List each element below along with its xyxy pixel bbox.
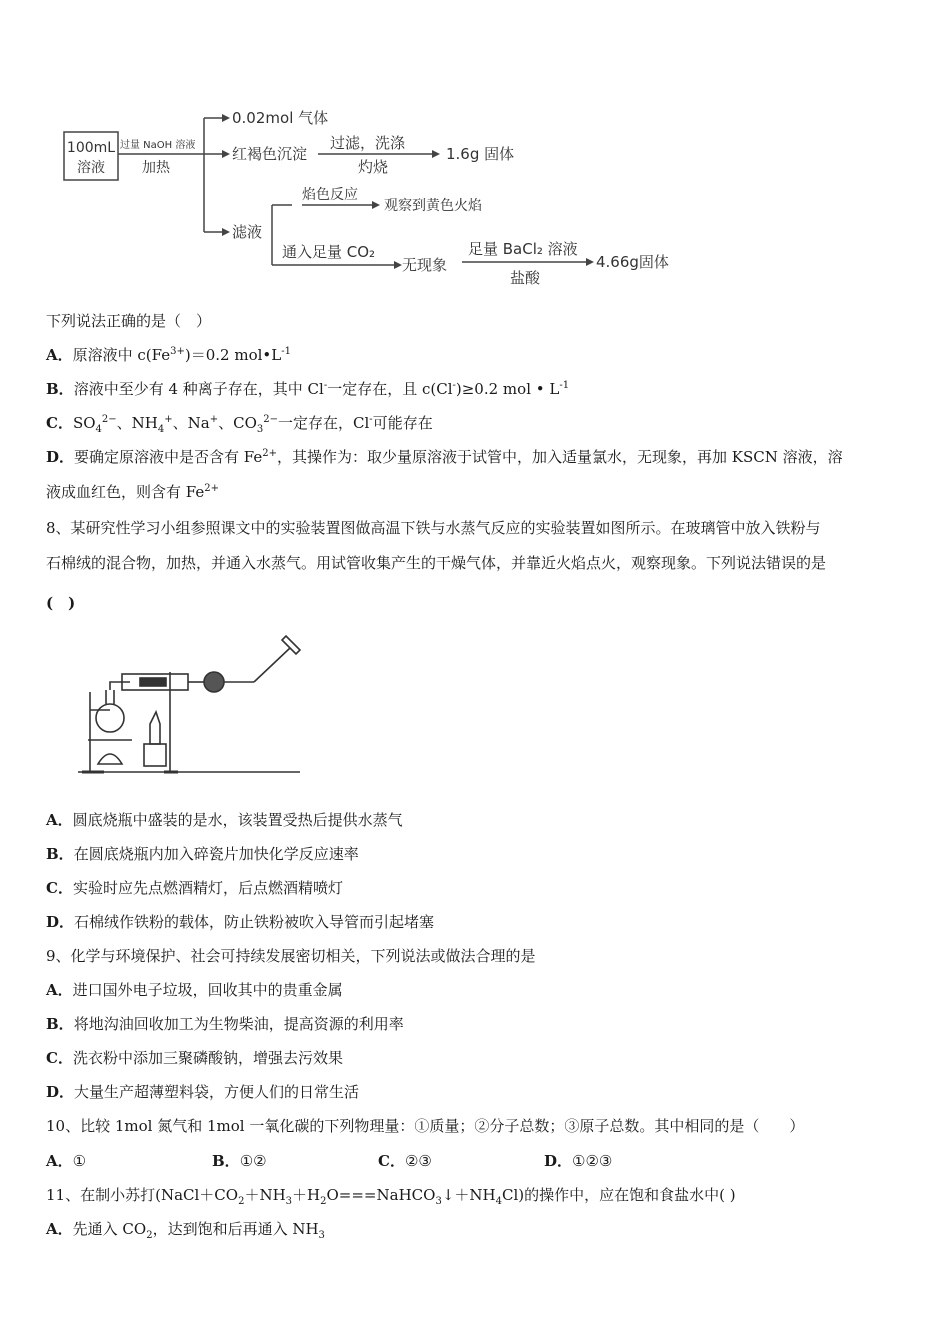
q8-stem-l2: 石棉绒的混合物，加热，并通入水蒸气。用试管收集产生的干燥气体，并靠近火焰点火，观察现象。下列说法错误的是 <box>46 554 827 572</box>
q8-option-a: A．圆底烧瓶中盛装的是水，该装置受热后提供水蒸气 <box>46 811 403 829</box>
co2-result: 无现象 <box>402 256 448 274</box>
q11-stem: 11、在制小苏打$(NaCl+CO_2+NH_3+H_2O===NaHCO_3↓+NH_4Cl)$的操作中，应在饱和食盐水中( ) <box>46 1186 736 1207</box>
iron-steam-apparatus-figure <box>60 632 320 780</box>
q10-option-b: B．①② <box>212 1152 267 1170</box>
bacl2-bottom: 盐酸 <box>510 269 541 287</box>
q10-options <box>46 1151 612 1171</box>
q7-option-a: A．原溶液中 $c(Fe^{3+})=0.2$ $mol•L^{-1}$ <box>46 346 291 364</box>
precipitate-output: 红褐色沉淀 <box>232 145 308 163</box>
start-box-line2: 溶液 <box>77 160 105 176</box>
flame-test: 焰色反应 <box>302 187 358 203</box>
solid-1: 1.6g 固体 <box>446 145 515 163</box>
q9-stem: 9、化学与环境保护、社会可持续发展密切相关，下列说法或做法合理的是 <box>46 947 536 965</box>
flame-result: 观察到黄色火焰 <box>384 198 482 214</box>
q8-option-d: D．石棉绒作铁粉的载体，防止铁粉被吹入导管而引起堵塞 <box>46 913 435 931</box>
co2-step: 通入足量 CO₂ <box>282 243 376 261</box>
gas-output: 0.02mol 气体 <box>232 109 329 127</box>
bacl2-top: 足量 BaCl₂ 溶液 <box>468 240 578 258</box>
q8-stem-l3: ( ) <box>46 594 76 612</box>
q8-option-c: C．实验时应先点燃酒精灯，后点燃酒精喷灯 <box>46 879 343 897</box>
q7-option-d: D．要确定原溶液中是否含有 $Fe^{2+}$，其操作为：取少量原溶液于试管中，加入适量氯水，无现象，再加 KSCN 溶液，溶 <box>46 448 843 466</box>
reagent-bottom: 加热 <box>142 160 170 176</box>
q11-option-a: A．先通入 $CO_2$，达到饱和后再通入 $NH_3$ <box>46 1220 325 1241</box>
q7-option-c: C．$SO_4^{2-}$、$NH_4^+$、Na+、$CO_3^{2-}$一定存在，Cl-可能存在 <box>46 414 433 435</box>
flowchart-diagram <box>0 0 950 300</box>
q10-option-c: C．②③ <box>378 1152 432 1170</box>
filter-bottom: 灼烧 <box>358 158 389 176</box>
q7-stem: 下列说法正确的是（ ） <box>46 312 212 330</box>
q8-stem-l1: 8、某研究性学习小组参照课文中的实验装置图做高温下铁与水蒸气反应的实验装置如图所示。在玻璃管中放入铁粉与 <box>46 519 821 537</box>
q7-option-b: B．溶液中至少有 4 种离子存在，其中 Cl-一定存在，且 c(Cl-)≥0.2 mol • $L^{-1}$ <box>46 380 570 398</box>
filter-top: 过滤，洗涤 <box>330 134 406 152</box>
solid-2: 4.66g固体 <box>596 253 669 271</box>
q10-stem: 10、比较 1mol 氮气和 1mol 一氧化碳的下列物理量：①质量；②分子总数；③原子总数。其中相同的是（ ） <box>46 1117 805 1135</box>
filtrate: 滤液 <box>232 223 263 241</box>
q9-option-b: B．将地沟油回收加工为生物柴油，提高资源的利用率 <box>46 1015 404 1033</box>
q10-option-a: A．① <box>46 1152 87 1170</box>
q9-option-d: D．大量生产超薄塑料袋，方便人们的日常生活 <box>46 1083 360 1101</box>
start-box-line1: 100mL <box>66 140 116 156</box>
q10-option-d: D．①②③ <box>544 1152 613 1170</box>
reagent-top: 过量 NaOH 溶液 <box>120 140 196 151</box>
q7-option-d-cont: 液成血红色，则含有 $Fe^{2+}$ <box>46 483 219 501</box>
q8-option-b: B．在圆底烧瓶内加入碎瓷片加快化学反应速率 <box>46 845 359 863</box>
q9-option-a: A．进口国外电子垃圾，回收其中的贵重金属 <box>46 981 343 999</box>
q9-option-c: C．洗衣粉中添加三聚磷酸钠，增强去污效果 <box>46 1049 343 1067</box>
